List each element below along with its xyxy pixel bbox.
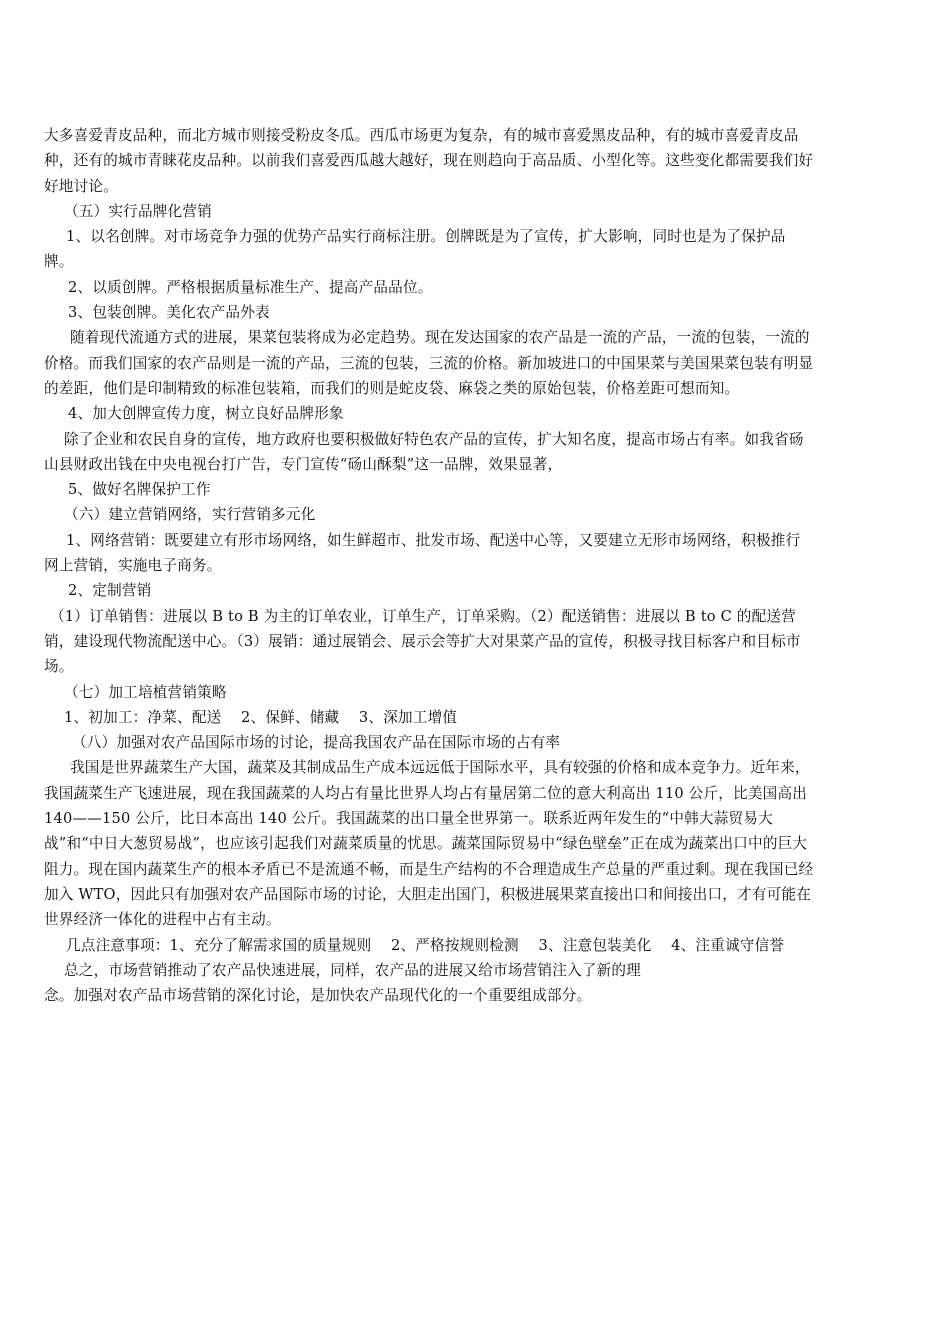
paragraph-notes: 几点注意事项：1、充分了解需求国的质量规则 2、严格按规则检测 3、注意包装美化 4、注重诚守信誉 — [66, 936, 785, 954]
paragraph-order-sales: （1）订单销售：进展以 B to B 为主的订单农业，订单生产，订单采购。（2）配送销售：进展以 B to C 的配送营销，建设现代物流配送中心。（3）展销：通过展销会、展示会等扩大对果菜产品的宣传，积极寻找目标客户和目标市场。 — [44, 607, 801, 676]
paragraph-vegetable-exports: 我国是世界蔬菜生产大国，蔬菜及其制成品生产成本远远低于国际水平，具有较强的价格和成本竞争力。近年来，我国蔬菜生产飞速进展，现在我国蔬菜的人均占有量比世界人均占有量居第二位的意大利高出 110 公斤，比美国高出 140——150 公斤，比日本高出 140 公斤。我国蔬菜的出口量全世界第一。联系近两年发生的“中韩大蒜贸易大战”和“中日大葱贸易战”，也应该引起我们对蔬菜质量的忧思。蔬菜国际贸易中“绿色壁垒”正在成为蔬菜出口中的巨大阻力。现在国内蔬菜生产的根本矛盾已不是流通不畅，而是生产结构的不合理造成生产总量的严重过剩。现在我国已经加入 WTO，因此只有加强对农产品国际市场的讨论，大胆走出国门，积极进展果菜直接出口和间接出口，才有可能在世界经济一体化的进程中占有主动。 — [44, 759, 814, 929]
document-body — [44, 123, 814, 1008]
item-custom-marketing: 2、定制营销 — [68, 582, 152, 600]
heading-marketing-network: （六）建立营销网络，实行营销多元化 — [64, 506, 316, 524]
item-processing-steps: 1、初加工：净菜、配送 2、保鲜、储藏 3、深加工增值 — [64, 708, 458, 726]
item-packaging-brand: 3、包装创牌。美化农产品外表 — [68, 304, 270, 322]
item-brand-promotion: 4、加大创牌宣传力度，树立良好品牌形象 — [68, 405, 344, 423]
heading-international-market: （八）加强对农产品国际市场的讨论，提高我国农产品在国际市场的占有率 — [72, 734, 561, 752]
paragraph-conclusion-line1: 总之，市场营销推动了农产品快速进展，同样，农产品的进展又给市场营销注入了新的理 — [64, 961, 641, 979]
heading-brand-marketing: （五）实行品牌化营销 — [64, 202, 212, 220]
item-brand-protection: 5、做好名牌保护工作 — [68, 481, 211, 499]
paragraph-melon-preferences: 大多喜爱青皮品种，而北方城市则接受粉皮冬瓜。西瓜市场更为复杂，有的城市喜爱黑皮品种，有的城市喜爱青皮品种，还有的城市青睐花皮品种。以前我们喜爱西瓜越大越好，现在则趋向于高品质、小型化等。这些变化都需要我们好好地讨论。 — [44, 127, 814, 195]
item-network-marketing: 1、网络营销：既要建立有形市场网络，如生鲜超市、批发市场、配送中心等，又要建立无形市场网络，积极推行网上营销，实施电子商务。 — [44, 531, 801, 575]
paragraph-conclusion-line2: 念。加强对农产品市场营销的深化讨论，是加快农产品现代化的一个重要组成部分。 — [44, 987, 592, 1005]
item-name-brand: 1、以名创牌。对市场竞争力强的优势产品实行商标注册。创牌既是为了宣传，扩大影响，同时也是为了保护品牌。 — [44, 228, 786, 271]
paragraph-packaging-trend: 随着现代流通方式的进展，果菜包装将成为必定趋势。现在发达国家的农产品是一流的产品，一流的包装，一流的价格。而我们国家的农产品则是一流的产品，三流的包装，三流的价格。新加坡进口的中国果菜与美国果菜包装有明显的差距，他们是印制精致的标准包装箱，而我们的则是蛇皮袋、麻袋之类的原始包装，价格差距可想而知。 — [44, 329, 814, 397]
item-quality-brand: 2、以质创牌。严格根据质量标准生产、提高产品品位。 — [68, 278, 433, 296]
heading-processing-strategy: （七）加工培植营销策略 — [64, 683, 227, 701]
paragraph-government-promotion: 除了企业和农民自身的宣传，地方政府也要积极做好特色农产品的宣传，扩大知名度，提高市场占有率。如我省砀山县财政出钱在中央电视台打广告，专门宣传“砀山酥梨”这一品牌，效果显著， — [44, 430, 804, 473]
